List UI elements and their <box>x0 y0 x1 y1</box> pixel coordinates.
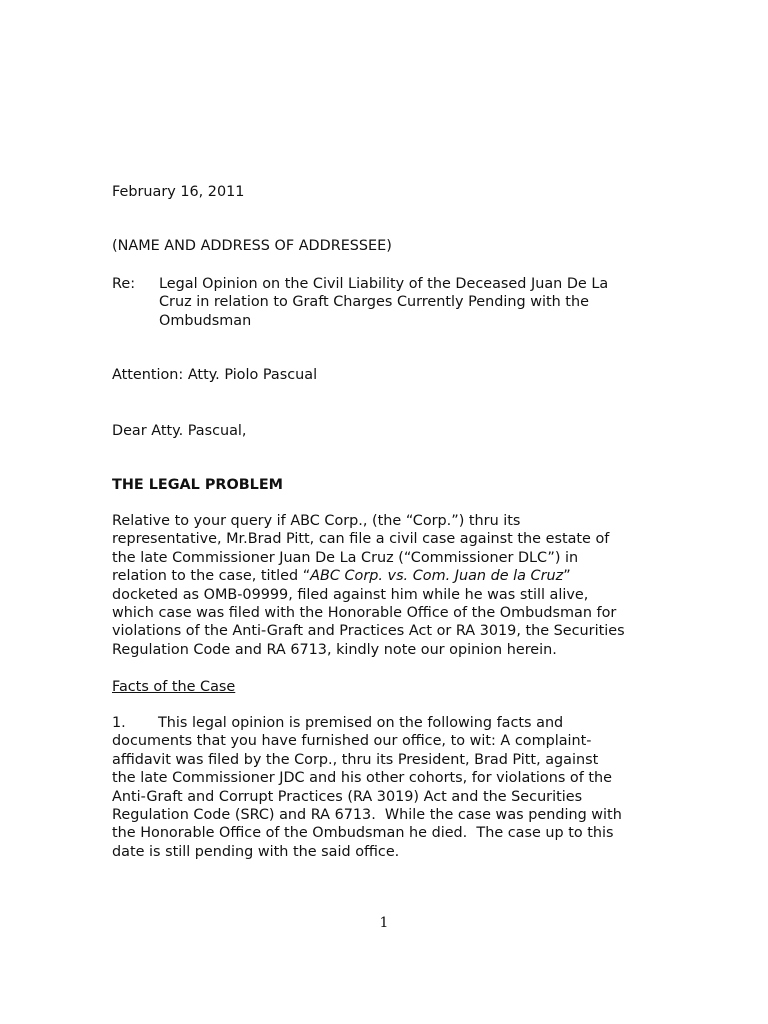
paragraph-line: Regulation Code and RA 6713, kindly note our opinion herein. <box>112 641 557 658</box>
paragraph-text: This legal opinion is premised on the following facts and <box>158 715 564 731</box>
paragraph-line: date is still pending with the said office. <box>112 843 400 860</box>
paragraph-line: which case was filed with the Honorable Office of the Ombudsman for <box>112 605 617 622</box>
paragraph-line: violations of the Anti-Graft and Practices Act or RA 3019, the Securities <box>112 623 625 640</box>
re-subject-line: Ombudsman <box>159 312 252 329</box>
paragraph-line: the late Commissioner JDC and his other cohorts, for violations of the <box>112 770 612 787</box>
paragraph-line: the Honorable Office of the Ombudsman he died. The case up to this <box>112 825 614 842</box>
paragraph-text: relation to the case, titled “ <box>112 568 311 585</box>
case-title: ABC Corp. vs. Com. Juan de la Cruz <box>310 568 564 585</box>
paragraph-line: the late Commissioner Juan De La Cruz (“Commissioner DLC”) in <box>112 549 579 566</box>
attention-line: Attention: Atty. Piolo Pascual <box>112 367 318 383</box>
addressee-placeholder: (NAME AND ADDRESS OF ADDRESSEE) <box>112 238 392 254</box>
paragraph-line: Relative to your query if ABC Corp., (the “Corp.”) thru its <box>112 513 521 529</box>
paragraph-line: representative, Mr.Brad Pitt, can file a civil case against the estate of <box>112 531 610 548</box>
paragraph-line <box>112 714 672 732</box>
re-subject <box>159 275 679 330</box>
fact-paragraph-1 <box>112 714 672 861</box>
paragraph-line: Regulation Code (SRC) and RA 6713. While the case was pending with <box>112 807 622 824</box>
problem-paragraph <box>112 512 672 659</box>
paragraph-line: Anti-Graft and Corrupt Practices (RA 3019) Act and the Securities <box>112 788 583 805</box>
re-subject-line: Cruz in relation to Graft Charges Currently Pending with the <box>159 294 589 311</box>
page-number: 1 <box>379 915 389 931</box>
paragraph-line: documents that you have furnished our office, to wit: A complaint- <box>112 733 592 750</box>
paragraph-number: 1. <box>112 715 126 731</box>
paragraph-line: docketed as OMB-09999, filed against him while he was still alive, <box>112 586 589 603</box>
salutation: Dear Atty. Pascual, <box>112 423 247 439</box>
section-heading: THE LEGAL PROBLEM <box>112 477 283 493</box>
paragraph-text: ” <box>563 568 571 585</box>
letter-date: February 16, 2011 <box>112 184 245 200</box>
re-label: Re: <box>112 276 136 292</box>
paragraph-line: affidavit was filed by the Corp., thru its President, Brad Pitt, against <box>112 751 599 768</box>
facts-heading: Facts of the Case <box>112 679 236 695</box>
paragraph-line <box>112 567 672 585</box>
re-subject-line: Legal Opinion on the Civil Liability of the Deceased Juan De La <box>159 276 609 292</box>
